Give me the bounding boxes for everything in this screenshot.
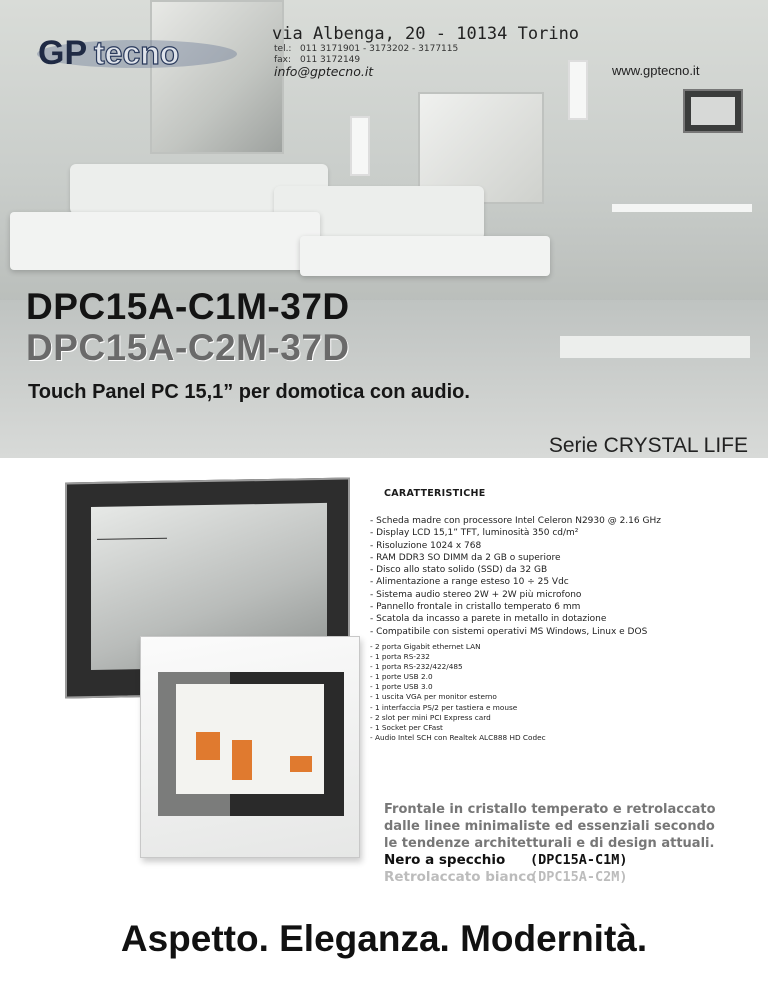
list-item: - Scheda madre con processore Intel Celeron N2930 @ 2.16 GHz	[370, 516, 661, 526]
wall-lamp-left	[350, 116, 370, 176]
sofa-seat	[10, 212, 320, 270]
model-title-c1m: DPC15A-C1M-37D	[26, 286, 350, 327]
list-item: - Scatola da incasso a parete in metallo in dotazione	[370, 614, 607, 625]
list-item: - Risoluzione 1024 x 768	[370, 540, 482, 551]
floor-plan-room	[232, 740, 252, 780]
list-item: - 1 porte USB 2.0	[370, 672, 433, 682]
list-item: - Pannello frontale in cristallo temperato 6 mm	[370, 602, 581, 613]
features-heading: CARATTERISTICHE	[384, 488, 486, 499]
svg-text:tecno: tecno	[94, 35, 180, 71]
sofa-seat-right	[300, 236, 550, 276]
list-item: - 1 Socket per CFast	[370, 722, 443, 732]
features-list	[370, 515, 661, 638]
list-item: - Alimentazione a range esteso 10 ÷ 25 Vdc	[370, 577, 569, 588]
list-item: - 2 slot per mini PCI Express card	[370, 712, 491, 722]
wall-painting-left	[150, 0, 284, 154]
list-item: - 1 porte USB 3.0	[370, 682, 433, 692]
finish-name: Retrolaccato bianco	[384, 869, 536, 885]
finish-black	[384, 852, 628, 868]
fax-value: 011 3172149	[300, 55, 361, 65]
fax-label: fax:	[274, 55, 292, 65]
product-description: Frontale in cristallo temperato e retrolaccato dalle linee minimaliste ed essenziali secondo le tendenze architetturali e di design attuali.	[384, 802, 716, 851]
list-item: - Display LCD 15,1” TFT, luminosità 350 cd/m²	[370, 528, 579, 539]
panel-pc-white-image	[140, 636, 360, 858]
coffee-table	[560, 336, 750, 358]
wall-panel-thumbnail	[683, 89, 743, 133]
list-item: - 2 porta Gigabit ethernet LAN	[370, 642, 481, 651]
wall-lamp-right	[568, 60, 588, 120]
list-item: - Compatibile con sistemi operativi MS Windows, Linux e DOS	[370, 626, 648, 637]
list-item: - 1 interfaccia PS/2 per tastiera e mouse	[370, 702, 518, 712]
floor-plan-room	[196, 732, 220, 760]
console-table	[612, 204, 752, 212]
finish-code: (DPC15A-C2M)	[530, 869, 628, 885]
floor-plan-room	[290, 756, 312, 772]
tel-label: tel.:	[274, 44, 292, 54]
website-url: www.gptecno.it	[612, 63, 700, 78]
gptecno-logo	[34, 30, 240, 74]
finish-name: Nero a specchio	[384, 852, 506, 868]
company-address: via Albenga, 20 - 10134 Torino	[272, 24, 580, 44]
list-item: - 1 porta RS-232/422/485	[370, 662, 463, 672]
email-address: info@gptecno.it	[274, 64, 374, 79]
hero-banner	[0, 0, 768, 458]
list-item: - Sistema audio stereo 2W + 2W più microfono	[370, 589, 582, 600]
finish-code: (DPC15A-C1M)	[530, 852, 628, 868]
list-item: - Disco allo stato solido (SSD) da 32 GB	[370, 565, 548, 576]
svg-text:GP: GP	[38, 34, 88, 72]
tagline: Aspetto. Eleganza. Modernità.	[120, 918, 648, 959]
list-item: - 1 porta RS-232	[370, 652, 430, 662]
series-label: Serie CRYSTAL LIFE	[548, 434, 748, 457]
tel-value: 011 3171901 - 3173202 - 3177115	[300, 44, 459, 54]
list-item: - 1 uscita VGA per monitor esterno	[370, 692, 497, 702]
product-subtitle: Touch Panel PC 15,1” per domotica con audio.	[28, 381, 470, 403]
model-title-c2m: DPC15A-C2M-37D	[26, 327, 350, 368]
contact-numbers	[274, 44, 458, 66]
ports-list	[370, 642, 546, 743]
list-item: - Audio Intel SCH con Realtek ALC888 HD Codec	[370, 732, 546, 742]
finish-white	[384, 869, 628, 885]
list-item: - RAM DDR3 SO DIMM da 2 GB o superiore	[370, 552, 561, 563]
